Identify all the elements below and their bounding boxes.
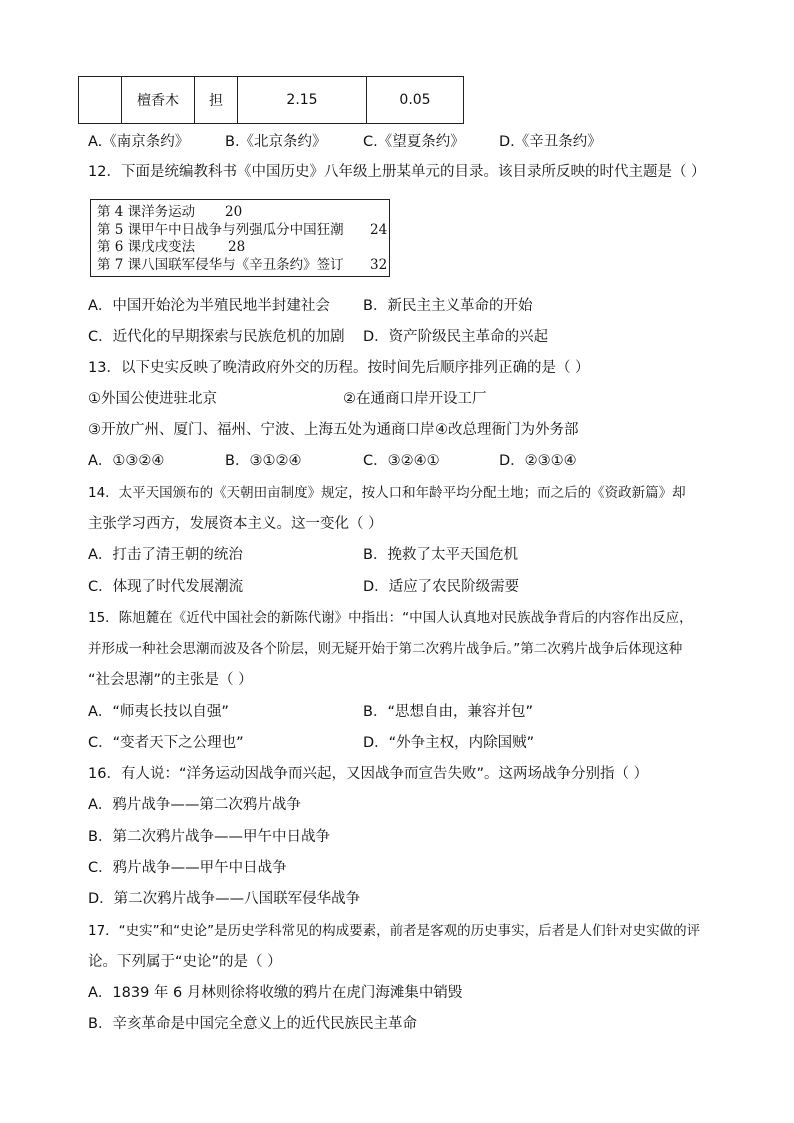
contents-page: 24 (370, 221, 388, 238)
table-cell-unit: 担 (195, 77, 238, 124)
q13-stem: 13．以下史实反映了晚清政府外交的历程。按时间先后顺序排列正确的是（ ） (88, 360, 590, 376)
q17-option-b: B．辛亥革命是中国完全意义上的近代民族民主革命 (88, 1016, 417, 1032)
q14-option-b: B．挽救了太平天国危机 (363, 547, 518, 563)
table-row (79, 77, 464, 124)
q11-option-b: B.《北京条约》 (225, 134, 327, 150)
q12-option-a: A．中国开始沦为半殖民地半封建社会 (88, 298, 330, 314)
q13-option-c: C．③②④① (363, 453, 440, 469)
table-cell-price-2: 0.05 (367, 77, 464, 124)
q13-item-4: ④改总理衙门为外务部 (435, 422, 579, 438)
contents-box (90, 199, 390, 277)
q13-item-2: ②在通商口岸开设工厂 (343, 391, 487, 407)
q12-stem: 12．下面是统编教科书《中国历史》八年级上册某单元的目录。该目录所反映的时代主题是（ ） (88, 164, 706, 180)
contents-row (97, 256, 388, 275)
q15-option-b: B．“思想自由，兼容并包” (363, 704, 533, 720)
table-cell-price-1: 2.15 (238, 77, 367, 124)
contents-label: 第 5 课甲午中日战争与列强瓜分中国狂潮 (97, 221, 344, 238)
q12-option-b: B．新民主主义革命的开始 (363, 298, 533, 314)
q12-option-d: D．资产阶级民主革命的兴起 (363, 329, 549, 345)
q16-stem: 16．有人说：“洋务运动因战争而兴起，又因战争而宣告失败”。这两场战争分别指（ ） (88, 766, 649, 782)
q15-option-c: C．“变者天下之公理也” (88, 735, 244, 751)
table-cell-blank (79, 77, 122, 124)
q13-option-d: D．②③①④ (499, 453, 577, 469)
contents-label: 第 6 课戊戌变法 (97, 239, 196, 255)
q17-stem-line-2: 论。下列属于“史论”的是（ ） (88, 954, 282, 970)
q14-stem-line-2: 主张学习西方，发展资本主义。这一变化（ ） (88, 516, 383, 532)
q14-option-d: D．适应了农民阶级需要 (363, 579, 520, 595)
q14-option-c: C．体现了时代发展潮流 (88, 579, 244, 595)
contents-label: 第 7 课八国联军侵华与《辛丑条约》签订 (97, 256, 344, 273)
q14-stem-line-1: 14．太平天国颁布的《天朝田亩制度》规定，按人口和年龄平均分配土地；而之后的《资政新篇》却 (88, 485, 686, 501)
q11-option-c: C.《望夏条约》 (363, 134, 465, 150)
price-table (78, 76, 464, 124)
q16-option-c: C．鸦片战争——甲午中日战争 (88, 860, 287, 876)
q11-option-a: A.《南京条约》 (88, 134, 190, 150)
contents-page: 20 (225, 204, 243, 220)
q17-stem-line-1: 17．“史实”和“史论”是历史学科常见的构成要素，前者是客观的历史事实，后者是人们针对史实做的评 (88, 923, 701, 939)
q16-option-a: A．鸦片战争——第二次鸦片战争 (88, 797, 301, 813)
contents-row (97, 221, 388, 240)
contents-row (97, 239, 383, 257)
q16-option-b: B．第二次鸦片战争——甲午中日战争 (88, 829, 330, 845)
q17-option-a: A．1839 年 6 月林则徐将收缴的鸦片在虎门海滩集中销毁 (88, 985, 463, 1001)
q15-option-a: A．“师夷长技以自强” (88, 704, 229, 720)
q15-option-d: D．“外争主权，内除国贼” (363, 735, 535, 751)
q15-stem-line-3: “社会思潮”的主张是（ ） (88, 672, 253, 688)
q14-option-a: A．打击了清王朝的统治 (88, 547, 243, 563)
contents-row (97, 204, 383, 222)
contents-label: 第 4 课洋务运动 (97, 204, 196, 220)
q13-option-b: B．③①②④ (225, 453, 302, 469)
q13-item-1: ①外国公使进驻北京 (88, 391, 217, 407)
q13-item-3: ③开放广州、厦门、福州、宁波、上海五处为通商口岸 (88, 422, 435, 438)
q15-stem-line-2: 并形成一种社会思潮而波及各个阶层，则无疑开始于第二次鸦片战争后。”第二次鸦片战争后体现这种 (88, 641, 683, 657)
q11-option-d: D.《辛丑条约》 (499, 134, 602, 150)
q15-stem-line-1: 15．陈旭麓在《近代中国社会的新陈代谢》中指出：“中国人认真地对民族战争背后的内容作出反应， (88, 610, 693, 626)
table-cell-item: 檀香木 (122, 77, 195, 124)
q12-option-c: C．近代化的早期探索与民族危机的加剧 (88, 329, 345, 345)
contents-page: 28 (228, 239, 246, 255)
q13-option-a: A．①③②④ (88, 453, 165, 469)
contents-page: 32 (370, 256, 388, 273)
q16-option-d: D．第二次鸦片战争——八国联军侵华战争 (88, 891, 361, 907)
